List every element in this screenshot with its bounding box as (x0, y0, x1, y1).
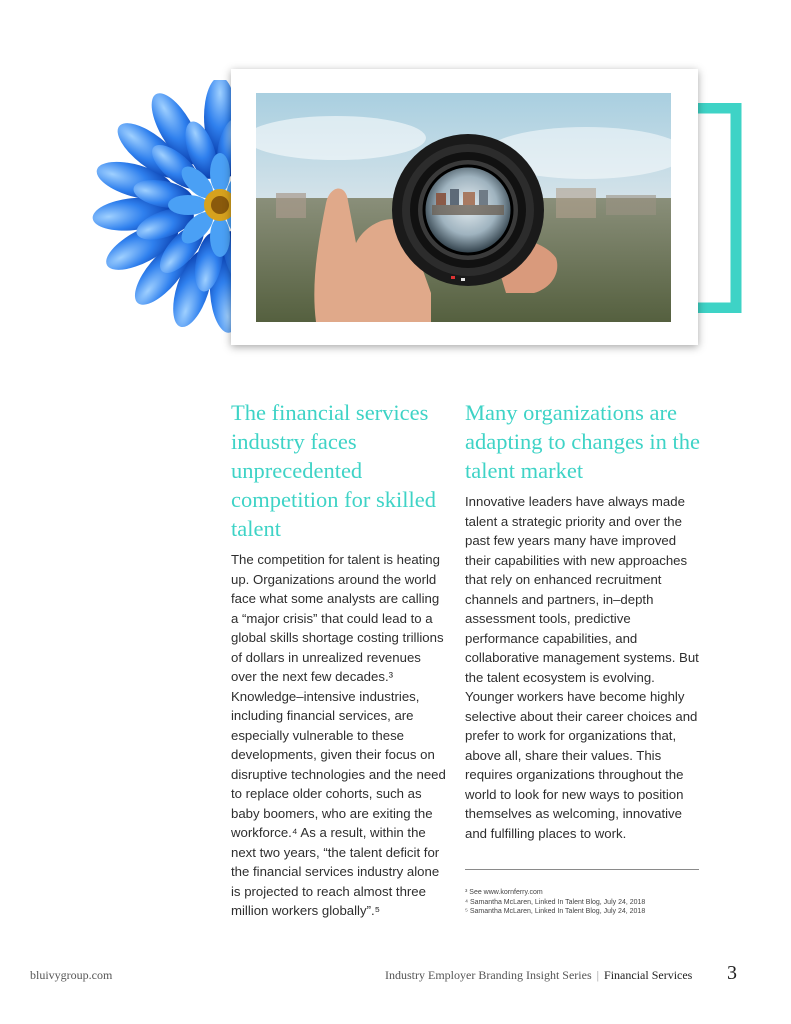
right-column-heading: Many organizations are adapting to changes in the talent market (465, 400, 700, 483)
left-column-body: The competition for talent is heating up. Organizations around the world face what some analysts are calling a “major crisis” that could lead to a global skills shortage costing trillions of dollars in unrealized revenues over the next few decades.³ Knowledge–intensive industries, including financial services, are especially vulnerable to these developments, given their focus on disruptive technologies and the need to replace older cohorts, such as baby boomers, who are exiting the workforce.⁴ As a result, within the next two years, “the talent deficit for the financial services industry alone is projected to reach almost three million workers globally”.⁵ (231, 552, 446, 918)
footnote-5: ⁵ Samantha McLaren, Linked In Talent Blog, July 24, 2018 (465, 908, 646, 915)
left-column (231, 398, 446, 921)
right-column-body: Innovative leaders have always made talent a strategic priority and over the past few years many have improved their capabilities with new approaches that rely on enhanced recruitment channels and partners, in–depth assessment tools, predictive performance capabilities, and collaborative management systems. But the talent ecosystem is evolving. Younger workers have become highly selective about their career choices and prefer to work for organizations that, above all, share their values. This requires organizations throughout the world to look for new ways to position themselves as welcoming, innovative and fulfilling places to work. (465, 494, 699, 841)
right-column (465, 398, 705, 843)
footnotes (465, 888, 725, 917)
footer-series-title: Industry Employer Branding Insight Series (385, 968, 592, 982)
page-number: 3 (727, 962, 737, 984)
footnote-3: ³ See www.kornferry.com (465, 889, 543, 896)
footer-series (385, 968, 692, 983)
footer-separator: | (596, 968, 600, 982)
footnote-divider (465, 869, 699, 870)
hand-holding-camera-lens-icon (256, 93, 671, 322)
left-column-heading: The financial services industry faces unprecedented competition for skilled talent (231, 400, 436, 541)
footnote-4: ⁴ Samantha McLaren, Linked In Talent Blog, July 24, 2018 (465, 898, 646, 906)
footer-website-link[interactable]: bluivygroup.com (30, 968, 113, 982)
footer-section-name: Financial Services (604, 968, 693, 982)
